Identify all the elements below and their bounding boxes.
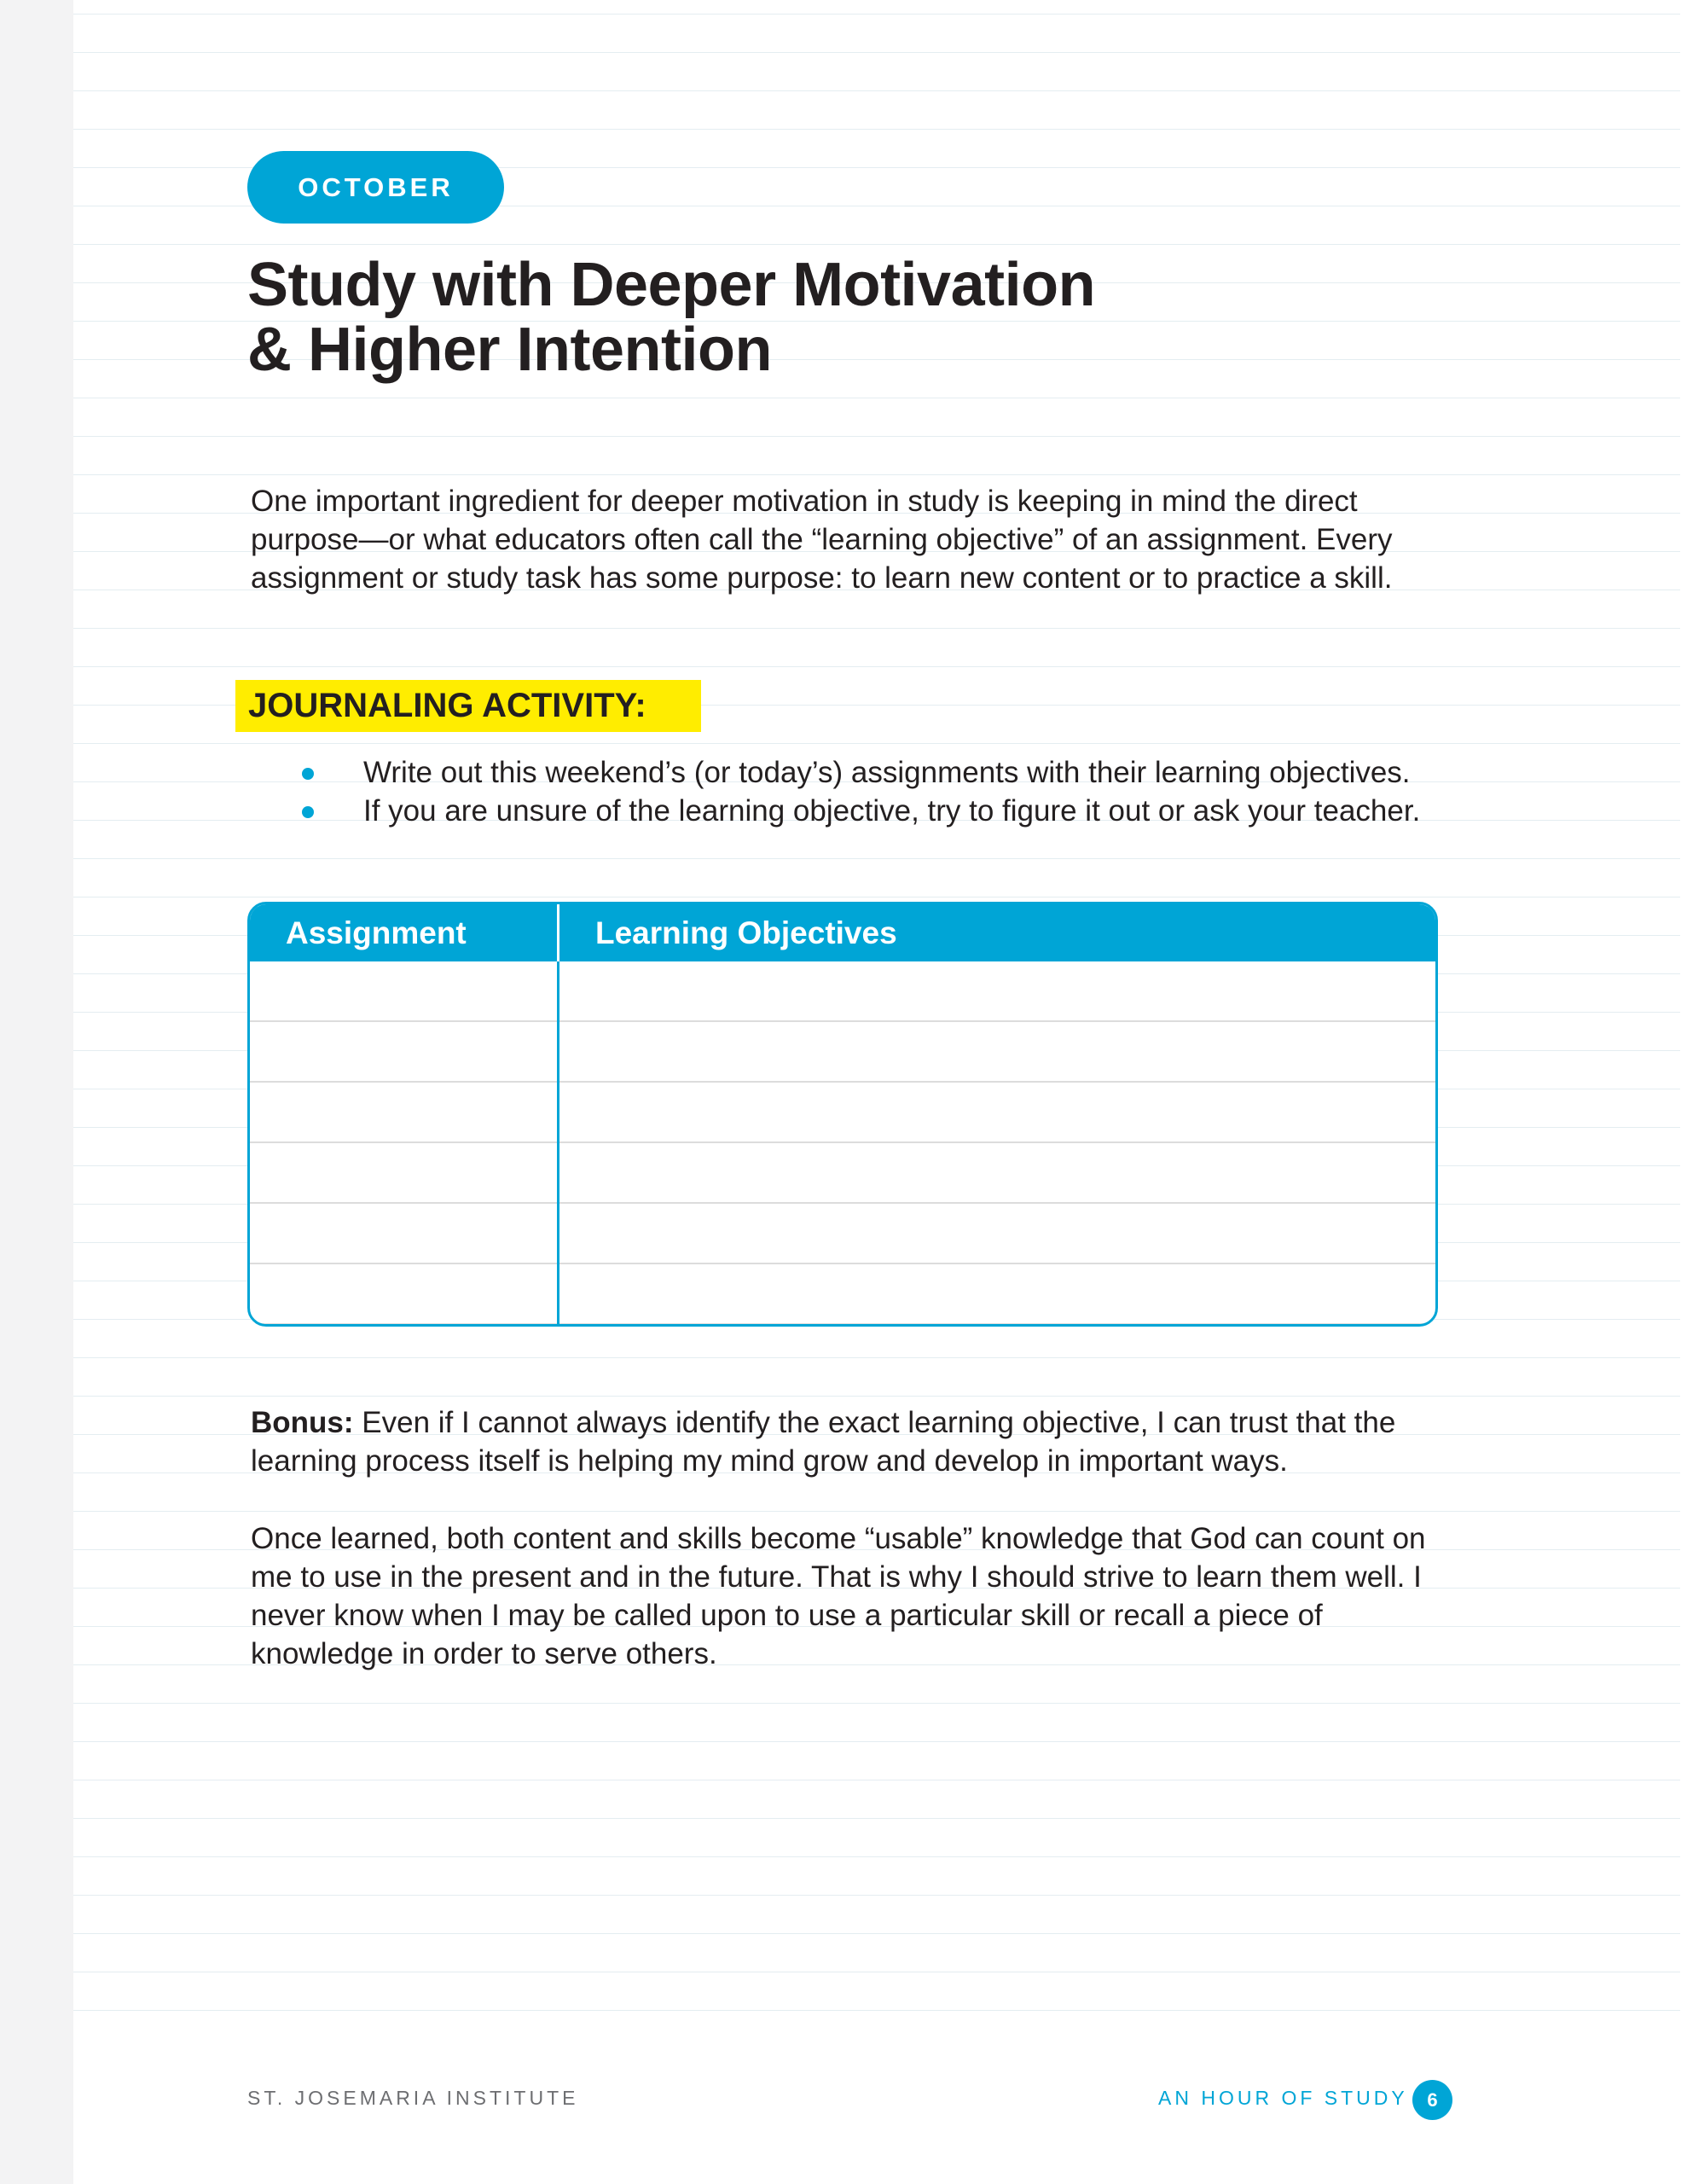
month-tag: OCTOBER [247, 151, 504, 224]
footer-publisher: ST. JOSEMARIA INSTITUTE [247, 2087, 579, 2109]
page-number-badge: 6 [1412, 2080, 1452, 2120]
table-header-learning-objectives: Learning Objectives [595, 915, 897, 950]
journaling-activity-heading: JOURNALING ACTIVITY: [235, 680, 701, 732]
bonus-paragraph [251, 1403, 1462, 1480]
bonus-text: Even if I cannot always identify the exact learning objective, I can trust that the learning process itself is helping my mind grow and develop in important ways. [251, 1406, 1396, 1478]
activity-bullet-list [299, 753, 1493, 830]
intro-paragraph: One important ingredient for deeper motivation in study is keeping in mind the direct purpose—or what educators often call the “learning objective” of an assignment. Every assignment or study task has some purpose: to learn new content or to practice a skill. [251, 485, 1393, 595]
assignment-objectives-table [247, 902, 1438, 1327]
activity-bullet-text: Write out this weekend’s (or today’s) assignments with their learning objectives. [363, 756, 1411, 789]
page-right-gutter [1680, 0, 1687, 2184]
page-left-margin-strip [0, 0, 73, 2184]
activity-bullet-item [299, 792, 1493, 830]
bullet-dot-icon [302, 806, 314, 818]
table-row[interactable] [250, 961, 1435, 1022]
table-row[interactable] [250, 1022, 1435, 1083]
activity-bullet-text: If you are unsure of the learning objective, try to figure it out or ask your teacher. [363, 794, 1421, 828]
page-title-line-1: Study with Deeper Motivation [247, 251, 1096, 319]
page-title-line-2: & Higher Intention [247, 316, 772, 384]
table-row[interactable] [250, 1204, 1435, 1264]
bullet-dot-icon [302, 768, 314, 780]
page-title [247, 253, 1271, 382]
table-row[interactable] [250, 1083, 1435, 1143]
activity-bullet-item [299, 753, 1493, 792]
table-column-divider [557, 904, 559, 1324]
footer-book-title: AN HOUR OF STUDY [1158, 2087, 1408, 2109]
table-row[interactable] [250, 1143, 1435, 1204]
table-header-divider [557, 904, 559, 961]
bonus-label: Bonus: [251, 1406, 354, 1439]
table-row[interactable] [250, 1264, 1435, 1325]
table-header-assignment: Assignment [286, 915, 467, 950]
table-header-row [250, 904, 1435, 961]
closing-paragraph: Once learned, both content and skills become “usable” knowledge that God can count on me to use in the present and in the future. That is why I should strive to learn them well. I never know when I may be called upon to use a particular skill or recall a piece of knowledge in order to serve others. [251, 1522, 1426, 1670]
